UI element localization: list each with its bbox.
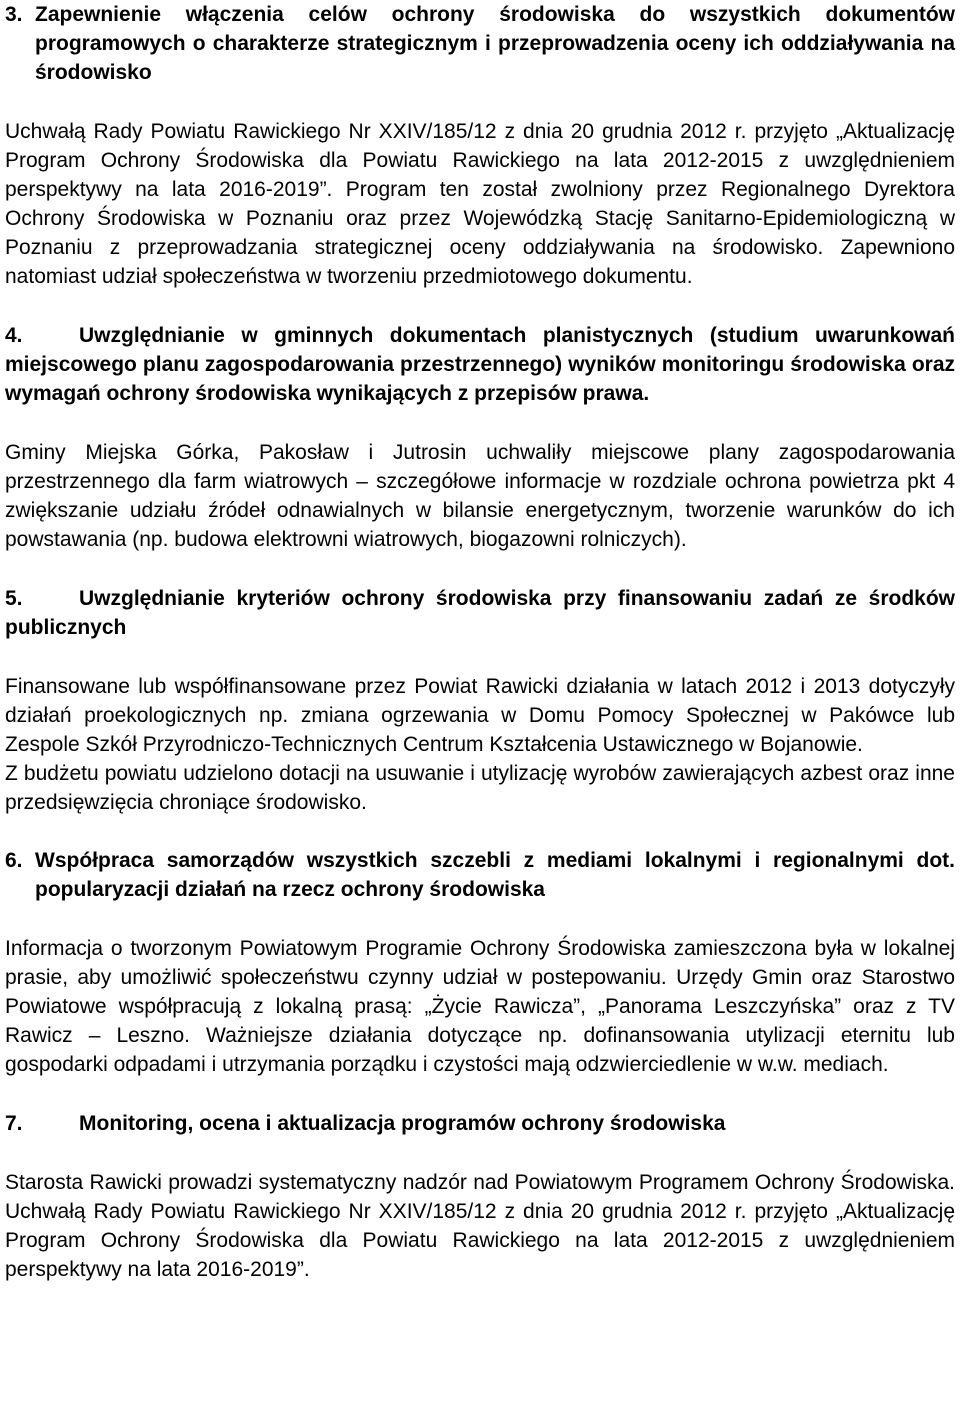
section-paragraph: Informacja o tworzonym Powiatowym Programie Ochrony Środowiska zamieszczona była w lokalnej prasie, aby umożliwić społeczeństwu czynny udział w postepowaniu. Urzędy Gmin oraz Starostwo Powiatowe współpracują z lokalną prasą: „Życie Rawicza”, „Panorama Leszczyńska” oraz z TV Rawicz – Leszno. Ważniejsze działania dotyczące np. dofinansowania utylizacji eternitu lub gospodarki odpadami i utrzymania porządku i czystości mają odzwierciedlenie w w.w. mediach. [5,937,955,1076]
section-heading [5,1109,955,1138]
section-title: Uwzględnianie kryteriów ochrony środowiska przy finansowaniu zadań ze środków publicznych [5,587,955,639]
section-number: 7. [5,1112,23,1135]
section-title: Monitoring, ocena i aktualizacja programów ochrony środowiska [79,1112,726,1135]
section-paragraph: Z budżetu powiatu udzielono dotacji na usuwanie i utylizację wyrobów zawierających azbest oraz inne przedsięwzięcia chroniące środowisko. [5,762,955,814]
section-7 [5,1109,955,1284]
section-heading [5,584,955,642]
section-heading [5,0,955,87]
section-3 [5,0,955,291]
section-paragraph: Starosta Rawicki prowadzi systematyczny nadzór nad Powiatowym Programem Ochrony Środowiska. Uchwałą Rady Powiatu Rawickiego Nr XXIV/185/12 z dnia 20 grudnia 2012 r. przyjęto „Aktualizację Program Ochrony Środowiska dla Powiatu Rawickiego na lata 2012-2015 z uwzględnieniem perspektywy na lata 2016-2019”. [5,1171,955,1281]
section-number: 3. [5,3,23,26]
section-number: 5. [5,587,23,610]
section-title: Zapewnienie włączenia celów ochrony środowiska do wszystkich dokumentów programowych o charakterze strategicznym i przeprowadzenia oceny ich oddziaływania na środowisko [35,3,955,84]
section-heading [5,321,955,408]
section-paragraph: Gminy Miejska Górka, Pakosław i Jutrosin uchwaliły miejscowe plany zagospodarowania przestrzennego dla farm wiatrowych – szczegółowe informacje w rozdziale ochrona powietrza pkt 4 zwiększanie udziału źródeł odnawialnych w bilansie energetycznym, tworzenie warunków do ich powstawania (np. budowa elektrowni wiatrowych, biogazowni rolniczych). [5,441,955,551]
section-paragraph: Finansowane lub współfinansowane przez Powiat Rawicki działania w latach 2012 i 2013 dotyczyły działań proekologicznych np. zmiana ogrzewania w Domu Pomocy Społecznej w Pakówce lub Zespole Szkół Przyrodniczo-Technicznych Centrum Kształcenia Ustawicznego w Bojanowie. [5,675,955,756]
section-5 [5,584,955,817]
section-paragraph: Uchwałą Rady Powiatu Rawickiego Nr XXIV/185/12 z dnia 20 grudnia 2012 r. przyjęto „Aktualizację Program Ochrony Środowiska dla Powiatu Rawickiego na lata 2012-2015 z uwzględnieniem perspektywy na lata 2016-2019”. Program ten został zwolniony przez Regionalnego Dyrektora Ochrony Środowiska w Poznaniu oraz przez Wojewódzką Stację Sanitarno-Epidemiologiczną w Poznaniu z przeprowadzania strategicznej oceny oddziaływania na środowisko. Zapewniono natomiast udział społeczeństwa w tworzeniu przedmiotowego dokumentu. [5,120,955,288]
section-title: Współpraca samorządów wszystkich szczebli z mediami lokalnymi i regionalnymi dot. popularyzacji działań na rzecz ochrony środowiska [35,849,955,901]
section-heading [5,846,955,904]
section-6 [5,846,955,1079]
section-number: 4. [5,324,23,347]
section-4 [5,321,955,554]
section-number: 6. [5,849,23,872]
section-title: Uwzględnianie w gminnych dokumentach planistycznych (studium uwarunkowań miejscowego planu zagospodarowania przestrzennego) wyników monitoringu środowiska oraz wymagań ochrony środowiska wynikających z przepisów prawa. [5,324,955,405]
